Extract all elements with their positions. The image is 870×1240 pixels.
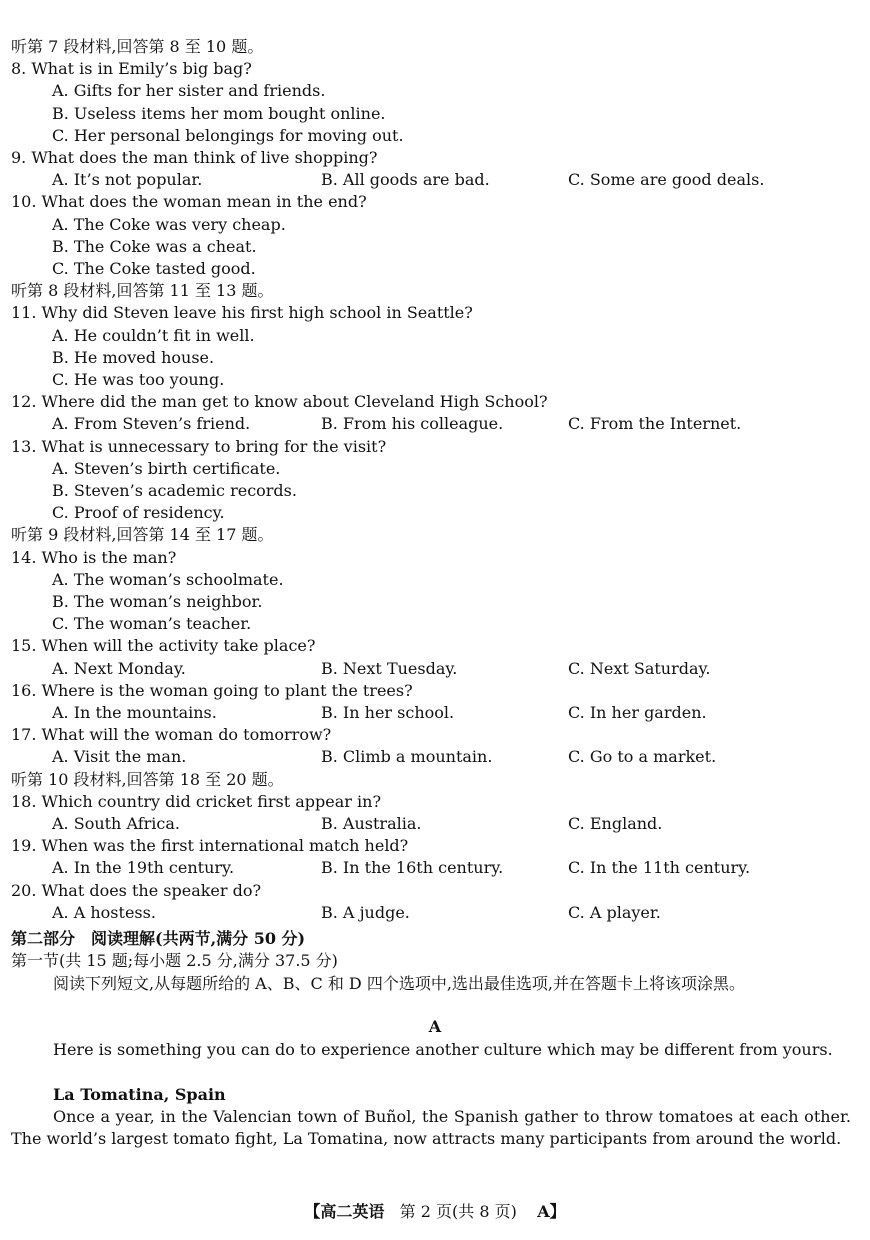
option-c: C. Next Saturday. — [568, 658, 711, 678]
option-row — [52, 658, 852, 680]
option-a: A. The woman’s schoolmate. — [52, 569, 284, 589]
option-c: C. Go to a market. — [568, 747, 717, 767]
footer-version: A】 — [537, 1202, 566, 1221]
option-c: C. The woman’s teacher. — [52, 614, 252, 634]
option-row — [52, 702, 852, 724]
question-stem: 15. When will the activity take place? — [11, 636, 316, 656]
option-b: B. Australia. — [321, 814, 422, 833]
option-b: B. The Coke was a cheat. — [52, 236, 257, 256]
option-row — [52, 902, 852, 924]
option-b: B. In her school. — [321, 703, 455, 722]
option-a: A. Steven’s birth certificate. — [52, 458, 281, 478]
option-b: B. In the 16th century. — [321, 858, 504, 878]
option-c: C. A player. — [568, 902, 661, 922]
listening-material-header: 听第 9 段材料,回答第 14 至 17 题。 — [11, 525, 274, 545]
option-b: B. All goods are bad. — [321, 170, 490, 190]
question-stem: 9. What does the man think of live shopping? — [11, 148, 378, 167]
listening-material-header: 听第 7 段材料,回答第 8 至 10 题。 — [11, 37, 264, 56]
question-stem: 19. When was the first international match held? — [11, 836, 409, 856]
option-b: B. He moved house. — [52, 347, 215, 367]
option-c: C. Her personal belongings for moving out. — [52, 125, 404, 145]
option-b: B. From his colleague. — [321, 414, 504, 434]
question-stem: 14. Who is the man? — [11, 547, 177, 567]
option-a: A. A hostess. — [52, 902, 156, 922]
question-stem: 20. What does the speaker do? — [11, 880, 262, 900]
option-b: B. Climb a mountain. — [321, 747, 493, 767]
footer-subject: 【高二英语 — [304, 1202, 385, 1221]
option-row — [52, 746, 852, 768]
passage-intro: Here is something you can do to experience another culture which may be different from yours. — [53, 1040, 833, 1059]
question-stem: 12. Where did the man get to know about Cleveland High School? — [11, 392, 548, 412]
question-stem: 18. Which country did cricket first appear in? — [11, 791, 382, 811]
option-row — [52, 813, 852, 835]
option-row — [52, 169, 852, 191]
option-a: A. It’s not popular. — [52, 170, 203, 190]
option-a: A. He couldn’t fit in well. — [52, 325, 255, 345]
option-b: B. Steven’s academic records. — [52, 481, 297, 500]
option-b: B. Useless items her mom bought online. — [52, 103, 386, 123]
listening-material-header: 听第 8 段材料,回答第 11 至 13 题。 — [11, 281, 274, 301]
option-c: C. From the Internet. — [568, 414, 742, 434]
option-b: B. Next Tuesday. — [321, 658, 458, 678]
option-a: A. From Steven’s friend. — [52, 414, 251, 434]
passage-paragraph: Once a year, in the Valencian town of Buñol, the Spanish gather to throw tomatoes at each other. The world’s largest tomato fight, La Tomatina, now attracts many participants from around the world. — [11, 1107, 851, 1149]
option-a: A. In the 19th century. — [52, 858, 235, 878]
option-a: A. Next Monday. — [52, 658, 186, 678]
question-stem: 16. Where is the woman going to plant the trees? — [11, 680, 413, 700]
question-stem: 17. What will the woman do tomorrow? — [11, 725, 332, 745]
reading-instruction: 阅读下列短文,从每题所给的 A、B、C 和 D 四个选项中,选出最佳选项,并在答题卡上将该项涂黑。 — [53, 974, 745, 993]
question-stem: 10. What does the woman mean in the end? — [11, 192, 367, 212]
option-row — [52, 857, 852, 879]
option-c: C. The Coke tasted good. — [52, 259, 256, 278]
page-footer — [0, 1200, 870, 1224]
option-c: C. Some are good deals. — [568, 170, 765, 190]
option-a: A. South Africa. — [52, 814, 180, 833]
option-c: C. England. — [568, 814, 663, 833]
option-c: C. In the 11th century. — [568, 858, 751, 878]
option-b: B. A judge. — [321, 902, 410, 922]
question-stem: 11. Why did Steven leave his first high school in Seattle? — [11, 303, 473, 323]
section1-heading: 第一节(共 15 题;每小题 2.5 分,满分 37.5 分) — [11, 951, 338, 970]
passage-letter: A — [428, 1017, 442, 1036]
option-c: C. Proof of residency. — [52, 503, 225, 523]
option-b: B. The woman’s neighbor. — [52, 592, 263, 611]
question-stem: 8. What is in Emily’s big bag? — [11, 59, 252, 79]
option-c: C. In her garden. — [568, 703, 707, 722]
passage-subheading: La Tomatina, Spain — [53, 1085, 226, 1104]
option-a: A. Gifts for her sister and friends. — [52, 81, 326, 101]
option-c: C. He was too young. — [52, 370, 225, 389]
option-a: A. The Coke was very cheap. — [52, 214, 286, 234]
option-row — [52, 413, 852, 435]
question-stem: 13. What is unnecessary to bring for the visit? — [11, 436, 387, 456]
part2-title: 第二部分 阅读理解(共两节,满分 50 分) — [11, 929, 306, 948]
option-a: A. In the mountains. — [52, 703, 217, 722]
footer-page: 第 2 页(共 8 页) — [399, 1202, 517, 1221]
option-a: A. Visit the man. — [52, 747, 187, 767]
listening-material-header: 听第 10 段材料,回答第 18 至 20 题。 — [11, 769, 284, 789]
